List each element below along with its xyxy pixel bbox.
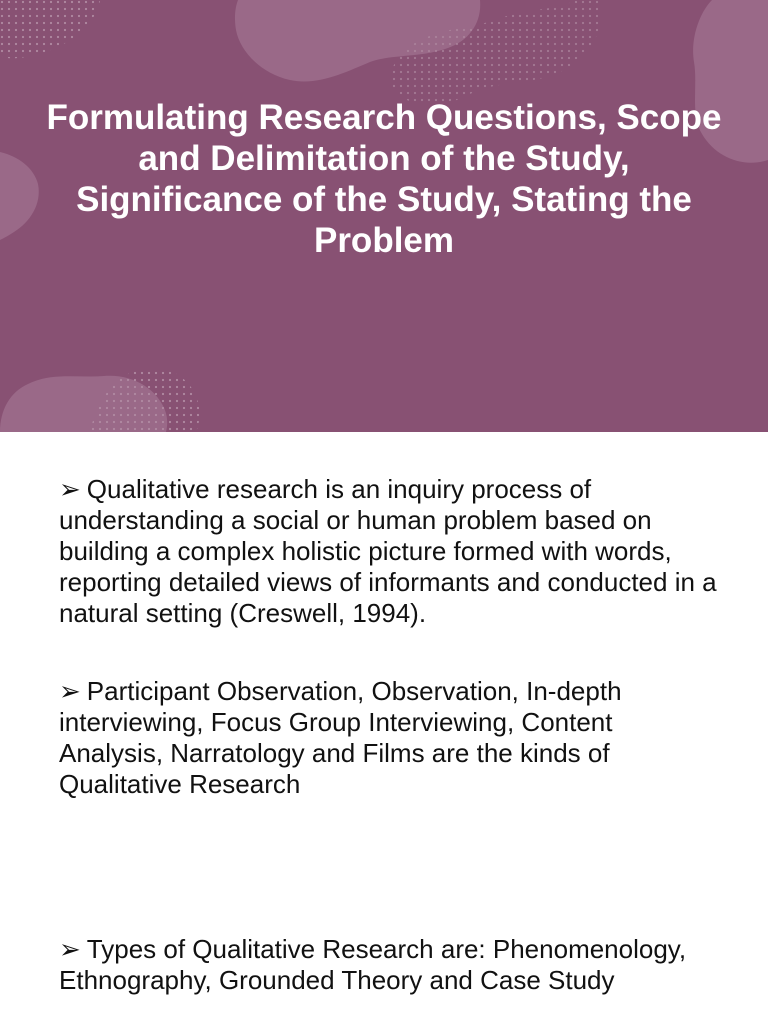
list-item <box>59 934 719 996</box>
list-item-text: Types of Qualitative Research are: Phenomenology, Ethnography, Grounded Theory and Case Study <box>59 934 687 995</box>
slide-title: Formulating Research Questions, Scope and Delimitation of the Study, Significance of the Study, Stating the Problem <box>46 98 722 260</box>
list-item <box>59 676 719 800</box>
list-item <box>59 474 719 629</box>
arrowhead-bullet-icon: ➢ <box>59 934 81 964</box>
arrowhead-bullet-icon: ➢ <box>59 474 81 504</box>
title-banner <box>0 0 768 432</box>
list-item-text: Participant Observation, Observation, In-depth interviewing, Focus Group Interviewing, Content Analysis, Narratology and Films are the kinds of Qualitative Research <box>59 676 622 799</box>
arrowhead-bullet-icon: ➢ <box>59 676 81 706</box>
list-item-text: Qualitative research is an inquiry process of understanding a social or human problem based on building a complex holistic picture formed with words, reporting detailed views of informants and conducted in a natural setting (Creswell, 1994). <box>59 474 717 628</box>
